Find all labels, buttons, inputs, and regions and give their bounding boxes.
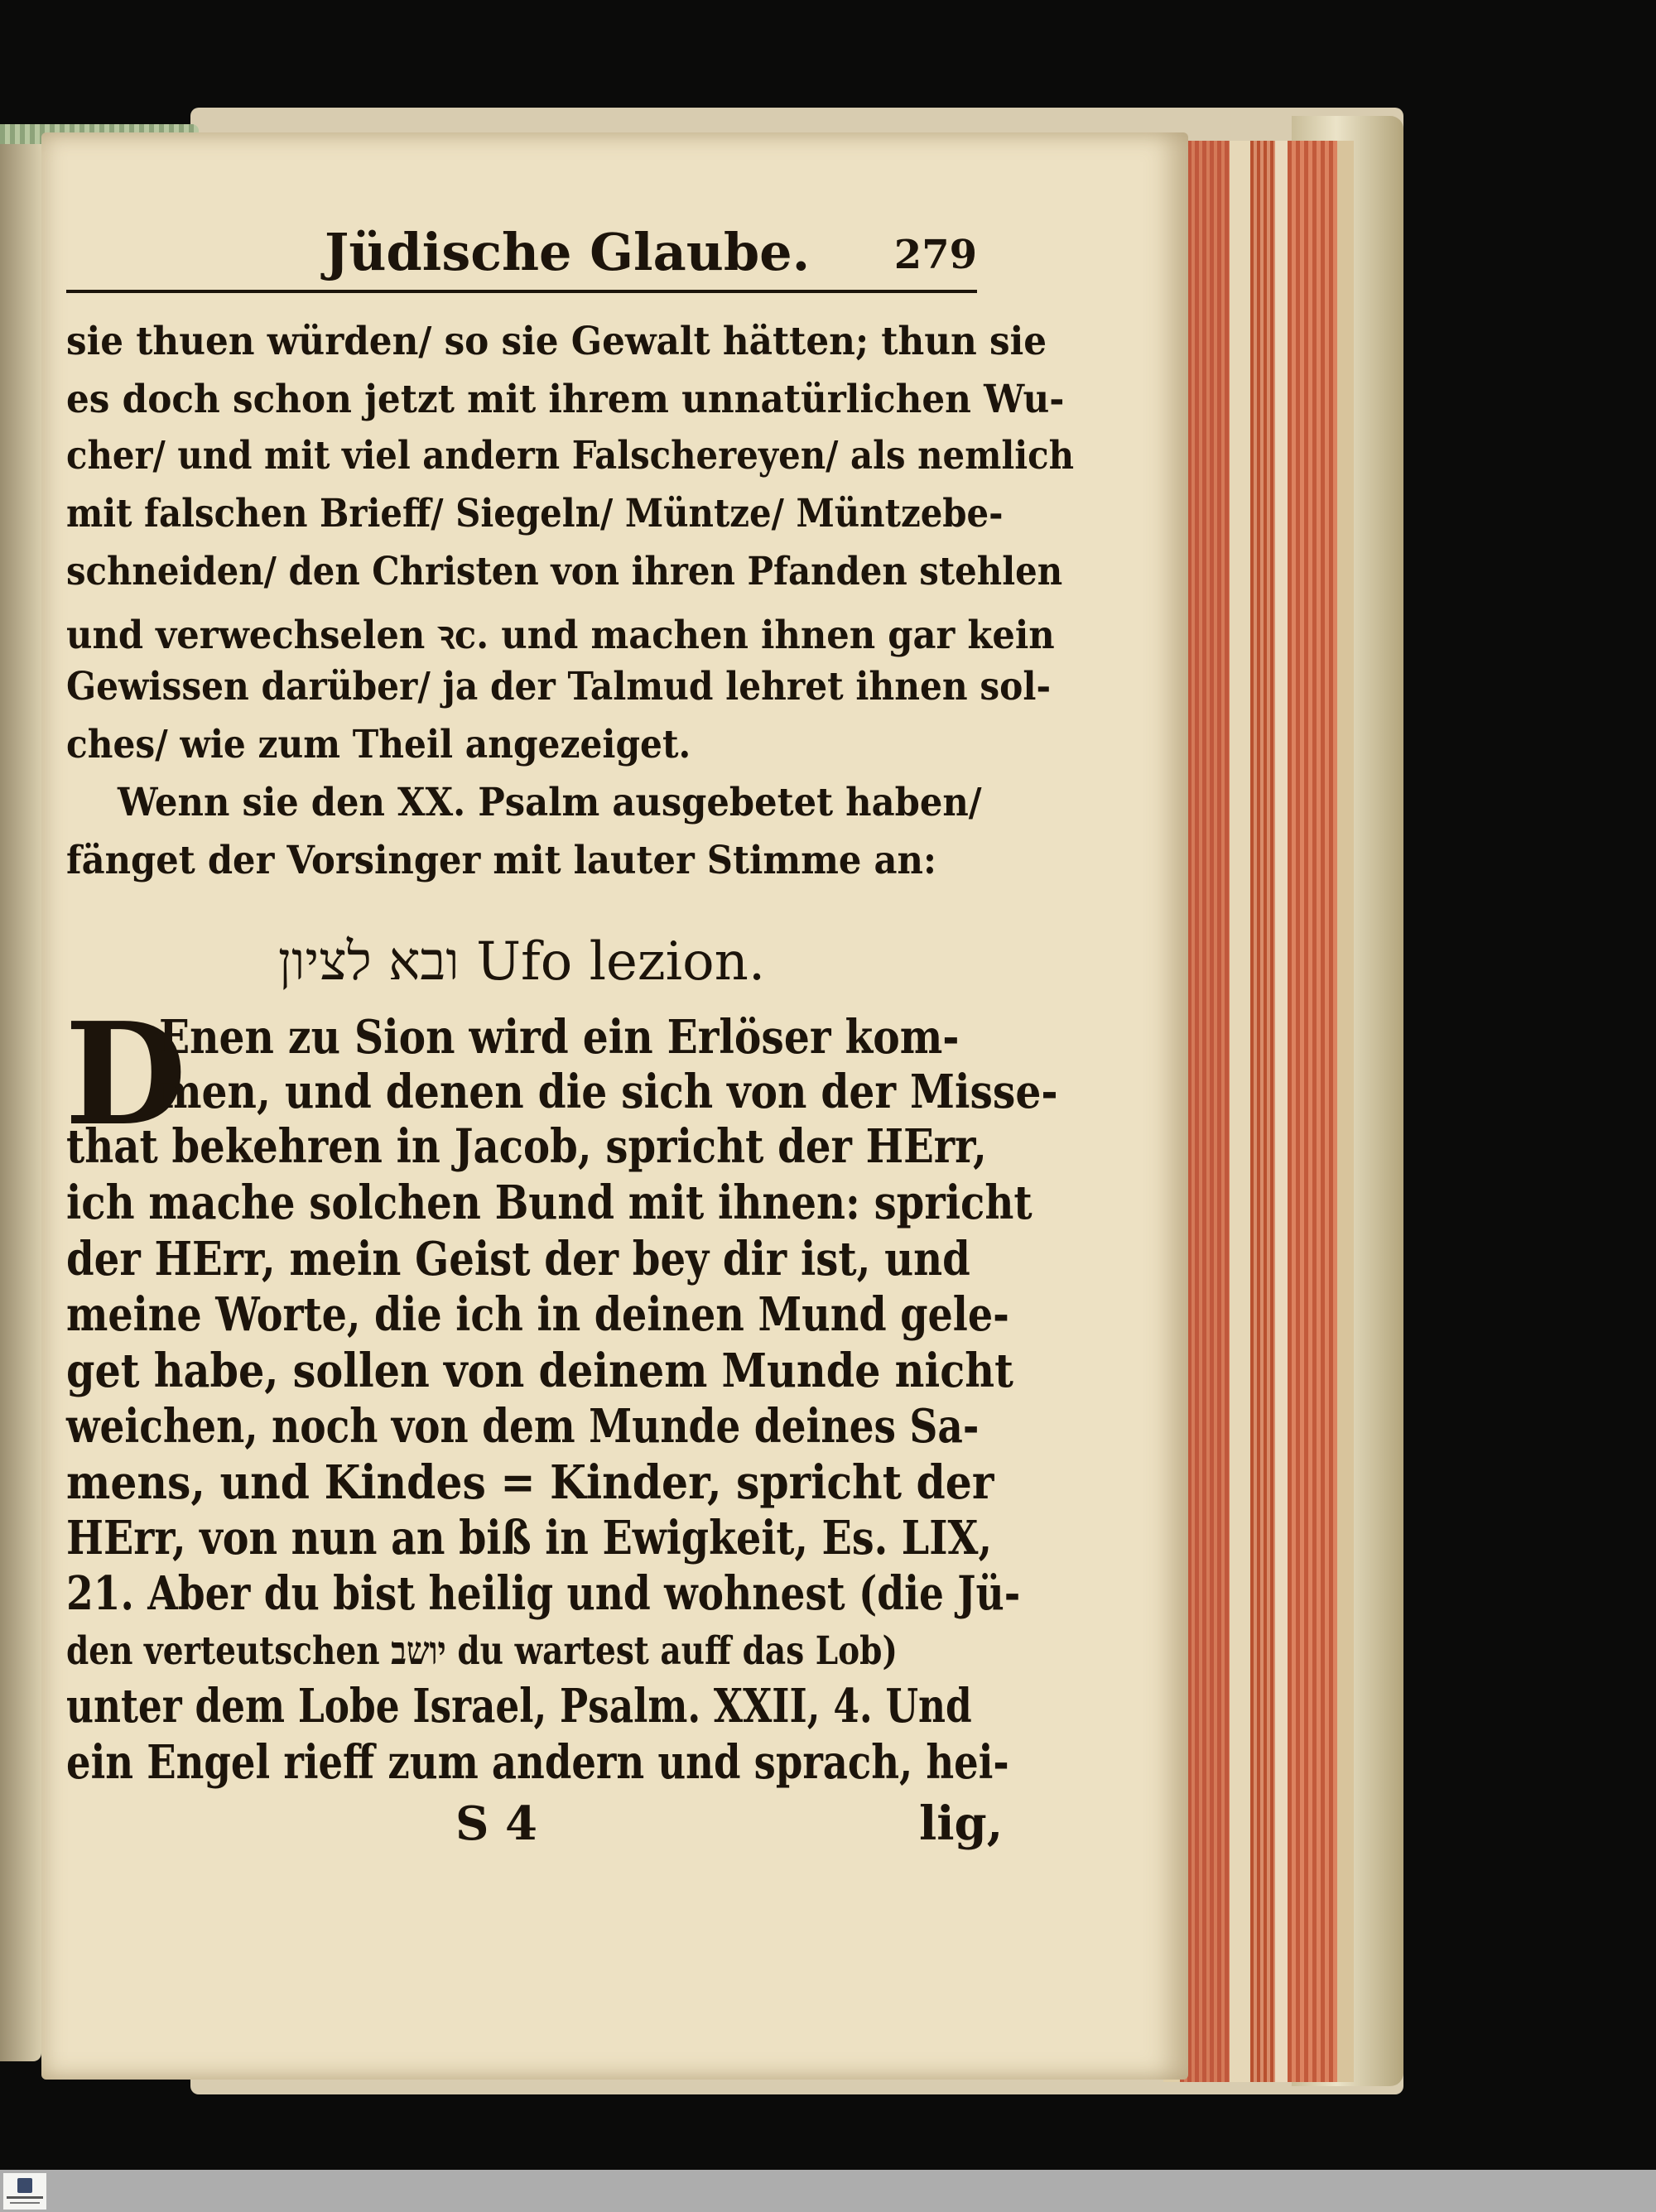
text-line: schneiden/ den Christen von ihren Pfanden stehlen	[66, 549, 1063, 594]
text-line: sie thuen würden/ so sie Gewalt hätten; thun sie	[66, 319, 1047, 364]
text-line: ich mache solchen Bund mit ihnen: spricht	[66, 1176, 1033, 1230]
left-page-edge	[0, 132, 41, 2061]
text-line: ein Engel rieff zum andern und sprach, hei-	[66, 1735, 1009, 1790]
library-logo-icon[interactable]	[3, 2173, 46, 2210]
text-line: und verwechselen ꝛc. und machen ihnen gar kein	[66, 613, 1055, 658]
drop-cap: D	[65, 992, 187, 1157]
header-rule	[66, 290, 977, 293]
catchword: lig,	[919, 1796, 1004, 1851]
page-title: Jüdische Glaube.	[325, 222, 811, 282]
text-line: Enen zu Sion wird ein Erlöser kom-	[159, 1010, 960, 1065]
running-head	[66, 222, 977, 288]
text-line: meine Worte, die ich in deinen Mund gele-	[66, 1287, 1009, 1342]
viewer-footer-bar	[0, 2170, 1656, 2212]
text-line: ches/ wie zum Theil angezeiget.	[66, 722, 691, 767]
text-line: unter dem Lobe Israel, Psalm. XXII, 4. Und	[66, 1679, 972, 1734]
text-line: der HErr, mein Geist der bey dir ist, und	[66, 1232, 970, 1286]
text-line: that bekehren in Jacob, spricht der HErr,	[66, 1119, 987, 1174]
text-line: mens, und Kindes = Kinder, spricht der	[66, 1455, 994, 1510]
text-line: weichen, noch von dem Munde deines Sa-	[66, 1399, 980, 1454]
text-line: HErr, von nun an biß in Ewigkeit, Es. LIX,	[66, 1511, 993, 1565]
page-edges	[1163, 141, 1354, 2082]
text-line: get habe, sollen von deinem Munde nicht	[66, 1344, 1013, 1398]
text-line: es doch schon jetzt mit ihrem unnatürlichen Wu-	[66, 377, 1065, 422]
signature-mark: S 4	[455, 1796, 537, 1851]
text-line: 21. Aber du bist heilig und wohnest (die Jü-	[66, 1566, 1021, 1621]
text-line: Gewissen darüber/ ja der Talmud lehret ihnen sol-	[66, 664, 1052, 709]
section-title: ובא לציון Ufo lezion.	[277, 931, 766, 993]
text-line: fänget der Vorsinger mit lauter Stimme an:	[66, 838, 936, 883]
page-number: 279	[893, 232, 977, 278]
text-line: mit falschen Brieff/ Siegeln/ Müntze/ Müntzebe-	[66, 491, 1004, 536]
text-line: Wenn sie den XX. Psalm ausgebetet haben/	[118, 780, 982, 825]
text-line: den verteutschen יושב du wartest auff das Lob)	[66, 1628, 898, 1674]
text-line: men, und denen die sich von der Misse-	[159, 1065, 1058, 1119]
text-line: cher/ und mit viel andern Falschereyen/ als nemlich	[66, 433, 1075, 478]
